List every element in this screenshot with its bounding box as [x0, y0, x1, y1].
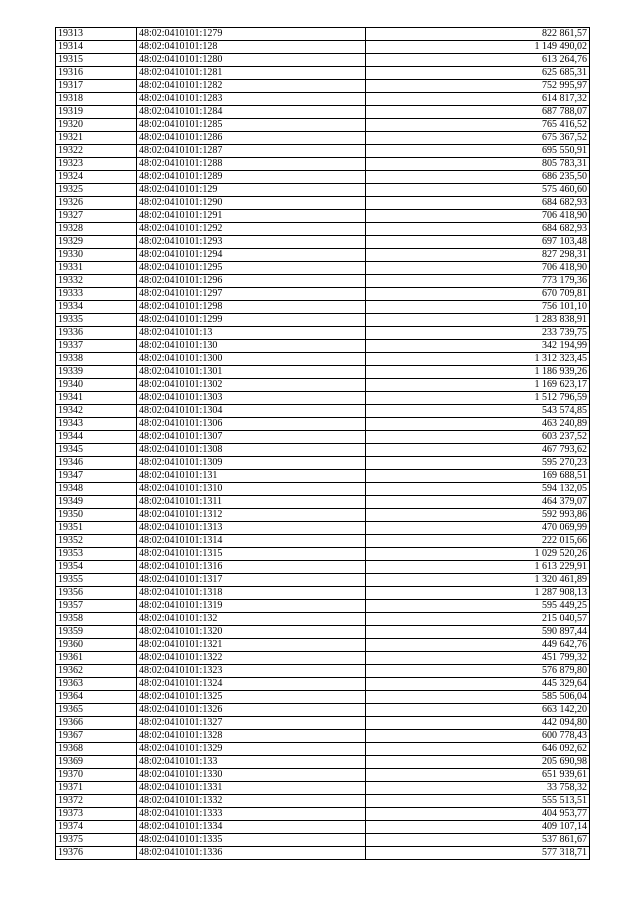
- cadastral-value-cell: 595 270,23: [366, 457, 590, 470]
- row-number-cell: 19360: [56, 639, 137, 652]
- cadastral-value-cell: 1 613 229,91: [366, 561, 590, 574]
- table-row: [56, 106, 590, 119]
- cadastral-value-cell: 33 758,32: [366, 782, 590, 795]
- cadastral-number-cell: 48:02:0410101:1306: [137, 418, 366, 431]
- cadastral-number-cell: 48:02:0410101:1318: [137, 587, 366, 600]
- cadastral-number-cell: 48:02:0410101:1322: [137, 652, 366, 665]
- cadastral-number-cell: 48:02:0410101:1308: [137, 444, 366, 457]
- row-number-cell: 19372: [56, 795, 137, 808]
- cadastral-number-cell: 48:02:0410101:133: [137, 756, 366, 769]
- cadastral-value-cell: 594 132,05: [366, 483, 590, 496]
- table-row: [56, 496, 590, 509]
- cadastral-value-cell: 822 861,57: [366, 28, 590, 41]
- table-row: [56, 743, 590, 756]
- cadastral-value-cell: 342 194,99: [366, 340, 590, 353]
- table-row: [56, 444, 590, 457]
- cadastral-number-cell: 48:02:0410101:1307: [137, 431, 366, 444]
- table-row: [56, 197, 590, 210]
- cadastral-value-cell: 603 237,52: [366, 431, 590, 444]
- cadastral-number-cell: 48:02:0410101:1280: [137, 54, 366, 67]
- row-number-cell: 19324: [56, 171, 137, 184]
- cadastral-value-cell: 537 861,67: [366, 834, 590, 847]
- row-number-cell: 19348: [56, 483, 137, 496]
- row-number-cell: 19333: [56, 288, 137, 301]
- row-number-cell: 19323: [56, 158, 137, 171]
- cadastral-number-cell: 48:02:0410101:1321: [137, 639, 366, 652]
- table-row: [56, 275, 590, 288]
- cadastral-number-cell: 48:02:0410101:1297: [137, 288, 366, 301]
- row-number-cell: 19354: [56, 561, 137, 574]
- table-row: [56, 535, 590, 548]
- cadastral-value-cell: 445 329,64: [366, 678, 590, 691]
- cadastral-number-cell: 48:02:0410101:1333: [137, 808, 366, 821]
- table-row: [56, 327, 590, 340]
- row-number-cell: 19355: [56, 574, 137, 587]
- cadastral-value-cell: 233 739,75: [366, 327, 590, 340]
- cadastral-value-cell: 1 320 461,89: [366, 574, 590, 587]
- table-body: [56, 28, 590, 860]
- cadastral-number-cell: 48:02:0410101:1316: [137, 561, 366, 574]
- cadastral-number-cell: 48:02:0410101:1288: [137, 158, 366, 171]
- row-number-cell: 19352: [56, 535, 137, 548]
- cadastral-value-cell: 555 513,51: [366, 795, 590, 808]
- cadastral-value-cell: 684 682,93: [366, 223, 590, 236]
- table-row: [56, 301, 590, 314]
- cadastral-value-cell: 752 995,97: [366, 80, 590, 93]
- table-row: [56, 93, 590, 106]
- table-row: [56, 769, 590, 782]
- row-number-cell: 19356: [56, 587, 137, 600]
- table-row: [56, 600, 590, 613]
- cadastral-value-cell: 1 512 796,59: [366, 392, 590, 405]
- table-row: [56, 795, 590, 808]
- row-number-cell: 19314: [56, 41, 137, 54]
- row-number-cell: 19329: [56, 236, 137, 249]
- table-row: [56, 587, 590, 600]
- cadastral-number-cell: 48:02:0410101:1290: [137, 197, 366, 210]
- cadastral-number-cell: 48:02:0410101:1281: [137, 67, 366, 80]
- table-row: [56, 314, 590, 327]
- cadastral-number-cell: 48:02:0410101:1312: [137, 509, 366, 522]
- cadastral-number-cell: 48:02:0410101:1334: [137, 821, 366, 834]
- row-number-cell: 19374: [56, 821, 137, 834]
- table-row: [56, 561, 590, 574]
- cadastral-number-cell: 48:02:0410101:1329: [137, 743, 366, 756]
- cadastral-number-cell: 48:02:0410101:129: [137, 184, 366, 197]
- row-number-cell: 19339: [56, 366, 137, 379]
- cadastral-value-cell: 1 186 939,26: [366, 366, 590, 379]
- row-number-cell: 19350: [56, 509, 137, 522]
- row-number-cell: 19357: [56, 600, 137, 613]
- row-number-cell: 19313: [56, 28, 137, 41]
- cadastral-number-cell: 48:02:0410101:1286: [137, 132, 366, 145]
- table-row: [56, 80, 590, 93]
- table-row: [56, 613, 590, 626]
- cadastral-number-cell: 48:02:0410101:1310: [137, 483, 366, 496]
- row-number-cell: 19369: [56, 756, 137, 769]
- cadastral-value-cell: 670 709,81: [366, 288, 590, 301]
- row-number-cell: 19370: [56, 769, 137, 782]
- table-row: [56, 288, 590, 301]
- cadastral-value-cell: 576 879,80: [366, 665, 590, 678]
- row-number-cell: 19376: [56, 847, 137, 860]
- row-number-cell: 19359: [56, 626, 137, 639]
- table-row: [56, 756, 590, 769]
- cadastral-number-cell: 48:02:0410101:132: [137, 613, 366, 626]
- cadastral-value-cell: 1 287 908,13: [366, 587, 590, 600]
- table-row: [56, 236, 590, 249]
- row-number-cell: 19351: [56, 522, 137, 535]
- cadastral-number-cell: 48:02:0410101:1336: [137, 847, 366, 860]
- row-number-cell: 19365: [56, 704, 137, 717]
- cadastral-number-cell: 48:02:0410101:1298: [137, 301, 366, 314]
- cadastral-value-cell: 404 953,77: [366, 808, 590, 821]
- row-number-cell: 19347: [56, 470, 137, 483]
- cadastral-number-cell: 48:02:0410101:13: [137, 327, 366, 340]
- row-number-cell: 19328: [56, 223, 137, 236]
- table-row: [56, 808, 590, 821]
- row-number-cell: 19343: [56, 418, 137, 431]
- table-row: [56, 171, 590, 184]
- cadastral-value-cell: 451 799,32: [366, 652, 590, 665]
- cadastral-number-cell: 48:02:0410101:1291: [137, 210, 366, 223]
- table-row: [56, 379, 590, 392]
- cadastral-number-cell: 48:02:0410101:1283: [137, 93, 366, 106]
- table-row: [56, 353, 590, 366]
- table-row: [56, 41, 590, 54]
- cadastral-number-cell: 48:02:0410101:1331: [137, 782, 366, 795]
- row-number-cell: 19342: [56, 405, 137, 418]
- row-number-cell: 19362: [56, 665, 137, 678]
- cadastral-number-cell: 48:02:0410101:1309: [137, 457, 366, 470]
- table-row: [56, 119, 590, 132]
- cadastral-value-cell: 684 682,93: [366, 197, 590, 210]
- cadastral-value-cell: 585 506,04: [366, 691, 590, 704]
- cadastral-value-cell: 1 283 838,91: [366, 314, 590, 327]
- cadastral-value-cell: 590 897,44: [366, 626, 590, 639]
- cadastral-value-cell: 756 101,10: [366, 301, 590, 314]
- cadastral-number-cell: 48:02:0410101:1313: [137, 522, 366, 535]
- cadastral-number-cell: 48:02:0410101:1300: [137, 353, 366, 366]
- row-number-cell: 19318: [56, 93, 137, 106]
- cadastral-number-cell: 48:02:0410101:1293: [137, 236, 366, 249]
- table-row: [56, 145, 590, 158]
- table-row: [56, 262, 590, 275]
- table-row: [56, 132, 590, 145]
- cadastral-number-cell: 48:02:0410101:1303: [137, 392, 366, 405]
- row-number-cell: 19327: [56, 210, 137, 223]
- cadastral-value-cell: 577 318,71: [366, 847, 590, 860]
- cadastral-value-cell: 765 416,52: [366, 119, 590, 132]
- cadastral-number-cell: 48:02:0410101:1327: [137, 717, 366, 730]
- table-row: [56, 626, 590, 639]
- row-number-cell: 19334: [56, 301, 137, 314]
- table-row: [56, 483, 590, 496]
- cadastral-value-cell: 409 107,14: [366, 821, 590, 834]
- cadastral-number-cell: 48:02:0410101:1302: [137, 379, 366, 392]
- table-row: [56, 834, 590, 847]
- row-number-cell: 19338: [56, 353, 137, 366]
- row-number-cell: 19366: [56, 717, 137, 730]
- table-row: [56, 678, 590, 691]
- row-number-cell: 19335: [56, 314, 137, 327]
- table-row: [56, 717, 590, 730]
- cadastral-number-cell: 48:02:0410101:128: [137, 41, 366, 54]
- table-row: [56, 54, 590, 67]
- cadastral-number-cell: 48:02:0410101:1301: [137, 366, 366, 379]
- cadastral-value-cell: 592 993,86: [366, 509, 590, 522]
- table-row: [56, 392, 590, 405]
- cadastral-number-cell: 48:02:0410101:1289: [137, 171, 366, 184]
- row-number-cell: 19340: [56, 379, 137, 392]
- cadastral-number-cell: 48:02:0410101:1332: [137, 795, 366, 808]
- cadastral-value-cell: 543 574,85: [366, 405, 590, 418]
- row-number-cell: 19373: [56, 808, 137, 821]
- row-number-cell: 19361: [56, 652, 137, 665]
- cadastral-number-cell: 48:02:0410101:1314: [137, 535, 366, 548]
- cadastral-number-cell: 48:02:0410101:1299: [137, 314, 366, 327]
- cadastral-number-cell: 48:02:0410101:1296: [137, 275, 366, 288]
- cadastral-value-cell: 1 312 323,45: [366, 353, 590, 366]
- row-number-cell: 19321: [56, 132, 137, 145]
- cadastral-value-cell: 600 778,43: [366, 730, 590, 743]
- table-row: [56, 574, 590, 587]
- row-number-cell: 19315: [56, 54, 137, 67]
- cadastral-value-cell: 675 367,52: [366, 132, 590, 145]
- row-number-cell: 19344: [56, 431, 137, 444]
- cadastral-value-cell: 646 092,62: [366, 743, 590, 756]
- cadastral-value-cell: 663 142,20: [366, 704, 590, 717]
- table-row: [56, 158, 590, 171]
- cadastral-value-cell: 695 550,91: [366, 145, 590, 158]
- row-number-cell: 19337: [56, 340, 137, 353]
- cadastral-value-cell: 686 235,50: [366, 171, 590, 184]
- table-row: [56, 210, 590, 223]
- table-row: [56, 782, 590, 795]
- row-number-cell: 19317: [56, 80, 137, 93]
- row-number-cell: 19371: [56, 782, 137, 795]
- cadastral-value-cell: 687 788,07: [366, 106, 590, 119]
- table-row: [56, 470, 590, 483]
- cadastral-number-cell: 48:02:0410101:1279: [137, 28, 366, 41]
- row-number-cell: 19326: [56, 197, 137, 210]
- table-row: [56, 223, 590, 236]
- row-number-cell: 19331: [56, 262, 137, 275]
- cadastral-number-cell: 48:02:0410101:1304: [137, 405, 366, 418]
- row-number-cell: 19375: [56, 834, 137, 847]
- cadastral-value-cell: 449 642,76: [366, 639, 590, 652]
- row-number-cell: 19341: [56, 392, 137, 405]
- table-row: [56, 457, 590, 470]
- table-row: [56, 405, 590, 418]
- cadastral-value-cell: 613 264,76: [366, 54, 590, 67]
- row-number-cell: 19319: [56, 106, 137, 119]
- table-row: [56, 691, 590, 704]
- cadastral-value-cell: 651 939,61: [366, 769, 590, 782]
- cadastral-value-cell: 1 169 623,17: [366, 379, 590, 392]
- cadastral-value-cell: 827 298,31: [366, 249, 590, 262]
- cadastral-number-cell: 48:02:0410101:1324: [137, 678, 366, 691]
- cadastral-value-cell: 706 418,90: [366, 262, 590, 275]
- cadastral-number-cell: 48:02:0410101:1319: [137, 600, 366, 613]
- cadastral-value-cell: 773 179,36: [366, 275, 590, 288]
- cadastral-value-cell: 222 015,66: [366, 535, 590, 548]
- row-number-cell: 19345: [56, 444, 137, 457]
- cadastral-value-cell: 442 094,80: [366, 717, 590, 730]
- table-row: [56, 184, 590, 197]
- cadastral-number-cell: 48:02:0410101:1311: [137, 496, 366, 509]
- cadastral-value-cell: 470 069,99: [366, 522, 590, 535]
- row-number-cell: 19367: [56, 730, 137, 743]
- table-row: [56, 28, 590, 41]
- cadastral-value-cell: 205 690,98: [366, 756, 590, 769]
- cadastral-number-cell: 48:02:0410101:1326: [137, 704, 366, 717]
- cadastral-value-cell: 463 240,89: [366, 418, 590, 431]
- cadastral-value-cell: 805 783,31: [366, 158, 590, 171]
- table-row: [56, 249, 590, 262]
- cadastral-value-cell: 575 460,60: [366, 184, 590, 197]
- cadastral-number-cell: 48:02:0410101:1285: [137, 119, 366, 132]
- cadastral-value-cell: 464 379,07: [366, 496, 590, 509]
- row-number-cell: 19346: [56, 457, 137, 470]
- row-number-cell: 19364: [56, 691, 137, 704]
- cadastral-value-table: [55, 27, 590, 860]
- cadastral-number-cell: 48:02:0410101:1335: [137, 834, 366, 847]
- cadastral-number-cell: 48:02:0410101:1284: [137, 106, 366, 119]
- row-number-cell: 19336: [56, 327, 137, 340]
- table-row: [56, 509, 590, 522]
- cadastral-value-cell: 1 029 520,26: [366, 548, 590, 561]
- cadastral-number-cell: 48:02:0410101:131: [137, 470, 366, 483]
- cadastral-number-cell: 48:02:0410101:1323: [137, 665, 366, 678]
- cadastral-number-cell: 48:02:0410101:1317: [137, 574, 366, 587]
- table-row: [56, 821, 590, 834]
- cadastral-number-cell: 48:02:0410101:1320: [137, 626, 366, 639]
- cadastral-number-cell: 48:02:0410101:1328: [137, 730, 366, 743]
- row-number-cell: 19332: [56, 275, 137, 288]
- cadastral-value-cell: 1 149 490,02: [366, 41, 590, 54]
- table-row: [56, 418, 590, 431]
- cadastral-number-cell: 48:02:0410101:1325: [137, 691, 366, 704]
- table-row: [56, 639, 590, 652]
- cadastral-value-cell: 614 817,32: [366, 93, 590, 106]
- row-number-cell: 19316: [56, 67, 137, 80]
- table-row: [56, 522, 590, 535]
- table-row: [56, 730, 590, 743]
- cadastral-value-cell: 706 418,90: [366, 210, 590, 223]
- cadastral-value-cell: 467 793,62: [366, 444, 590, 457]
- cadastral-number-cell: 48:02:0410101:1294: [137, 249, 366, 262]
- cadastral-number-cell: 48:02:0410101:1295: [137, 262, 366, 275]
- cadastral-number-cell: 48:02:0410101:1287: [137, 145, 366, 158]
- table-row: [56, 847, 590, 860]
- table-row: [56, 431, 590, 444]
- table-row: [56, 665, 590, 678]
- table-row: [56, 704, 590, 717]
- cadastral-number-cell: 48:02:0410101:1282: [137, 80, 366, 93]
- cadastral-number-cell: 48:02:0410101:1330: [137, 769, 366, 782]
- row-number-cell: 19325: [56, 184, 137, 197]
- row-number-cell: 19363: [56, 678, 137, 691]
- cadastral-value-cell: 697 103,48: [366, 236, 590, 249]
- table-row: [56, 340, 590, 353]
- cadastral-value-cell: 625 685,31: [366, 67, 590, 80]
- row-number-cell: 19320: [56, 119, 137, 132]
- table-row: [56, 548, 590, 561]
- row-number-cell: 19322: [56, 145, 137, 158]
- cadastral-value-cell: 169 688,51: [366, 470, 590, 483]
- row-number-cell: 19330: [56, 249, 137, 262]
- cadastral-number-cell: 48:02:0410101:1315: [137, 548, 366, 561]
- table-row: [56, 366, 590, 379]
- cadastral-number-cell: 48:02:0410101:1292: [137, 223, 366, 236]
- row-number-cell: 19368: [56, 743, 137, 756]
- table-row: [56, 67, 590, 80]
- cadastral-value-cell: 595 449,25: [366, 600, 590, 613]
- row-number-cell: 19358: [56, 613, 137, 626]
- cadastral-number-cell: 48:02:0410101:130: [137, 340, 366, 353]
- table-row: [56, 652, 590, 665]
- row-number-cell: 19353: [56, 548, 137, 561]
- cadastral-value-cell: 215 040,57: [366, 613, 590, 626]
- row-number-cell: 19349: [56, 496, 137, 509]
